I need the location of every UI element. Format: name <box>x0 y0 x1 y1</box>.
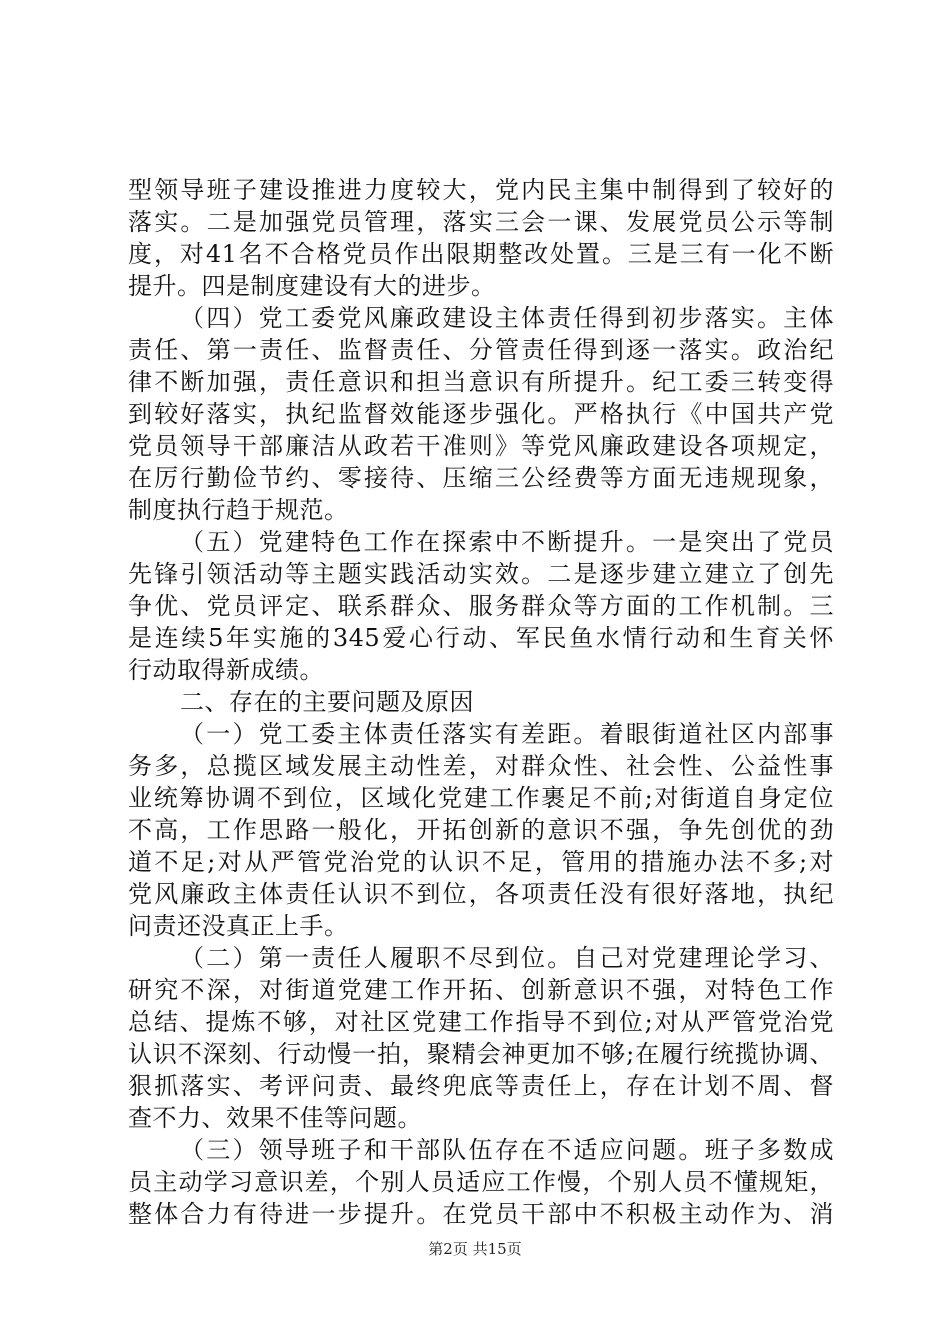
text-line: 务多，总揽区域发展主动性差，对群众性、社会性、公益性事 <box>128 752 834 780</box>
text-line: 先锋引领活动等主题实践活动实效。二是逐步建立建立了创先 <box>128 560 834 588</box>
text-line: 查不力、效果不佳等问题。 <box>128 1104 422 1132</box>
text-line: 狠抓落实、考评问责、最终兜底等责任上，存在计划不周、督 <box>128 1072 834 1100</box>
text-line: 在厉行勤俭节约、零接待、压缩三公经费等方面无违规现象， <box>128 464 834 492</box>
text-line: 党风廉政主体责任认识不到位，各项责任没有很好落地，执纪 <box>128 880 834 908</box>
text-line: （三）领导班子和干部队伍存在不适应问题。班子多数成 <box>180 1136 834 1164</box>
text-line: （四）党工委党风廉政建设主体责任得到初步落实。主体 <box>180 304 834 332</box>
text-line: 整体合力有待进一步提升。在党员干部中不积极主动作为、消 <box>128 1200 834 1228</box>
text-line: 提升。四是制度建设有大的进步。 <box>128 272 496 300</box>
text-line: 道不足;对从严管党治党的认识不足，管用的措施办法不多;对 <box>128 848 834 876</box>
text-line: 落实。二是加强党员管理，落实三会一课、发展党员公示等制 <box>128 208 834 236</box>
text-line: 争优、党员评定、联系群众、服务群众等方面的工作机制。三 <box>128 592 834 620</box>
text-line: 责任、第一责任、监督责任、分管责任得到逐一落实。政治纪 <box>128 336 834 364</box>
text-line: 到较好落实，执纪监督效能逐步强化。严格执行《中国共产党 <box>128 400 834 428</box>
text-line: 度，对41名不合格党员作出限期整改处置。三是三有一化不断 <box>128 240 834 268</box>
text-line: 问责还没真正上手。 <box>128 912 349 940</box>
text-line: 研究不深，对街道党建工作开拓、创新意识不强，对特色工作 <box>128 976 834 1004</box>
text-line: 律不断加强，责任意识和担当意识有所提升。纪工委三转变得 <box>128 368 834 396</box>
text-line: 党员领导干部廉洁从政若干准则》等党风廉政建设各项规定， <box>128 432 834 460</box>
text-line: 制度执行趋于规范。 <box>128 496 349 524</box>
text-line: （二）第一责任人履职不尽到位。自己对党建理论学习、 <box>180 944 834 972</box>
text-line: （五）党建特色工作在探索中不断提升。一是突出了党员 <box>180 528 834 556</box>
text-line: （一）党工委主体责任落实有差距。着眼街道社区内部事 <box>180 720 834 748</box>
text-line: 总结、提炼不够，对社区党建工作指导不到位;对从严管党治党 <box>128 1008 834 1036</box>
page-footer: 第2页 共15页 <box>428 1240 522 1258</box>
document-body <box>128 174 834 1230</box>
text-line: 是连续5年实施的345爱心行动、军民鱼水情行动和生育关怀 <box>128 624 834 652</box>
text-line: 不高，工作思路一般化，开拓创新的意识不强，争先创优的劲 <box>128 816 834 844</box>
text-line: 行动取得新成绩。 <box>128 656 324 684</box>
text-line: 二、存在的主要问题及原因 <box>180 688 474 716</box>
text-line: 型领导班子建设推进力度较大，党内民主集中制得到了较好的 <box>128 176 834 204</box>
text-line: 员主动学习意识差，个别人员适应工作慢，个别人员不懂规矩， <box>128 1168 834 1196</box>
text-line: 认识不深刻、行动慢一拍，聚精会神更加不够;在履行统揽协调、 <box>128 1040 834 1068</box>
text-line: 业统筹协调不到位，区域化党建工作裹足不前;对街道自身定位 <box>128 784 834 812</box>
